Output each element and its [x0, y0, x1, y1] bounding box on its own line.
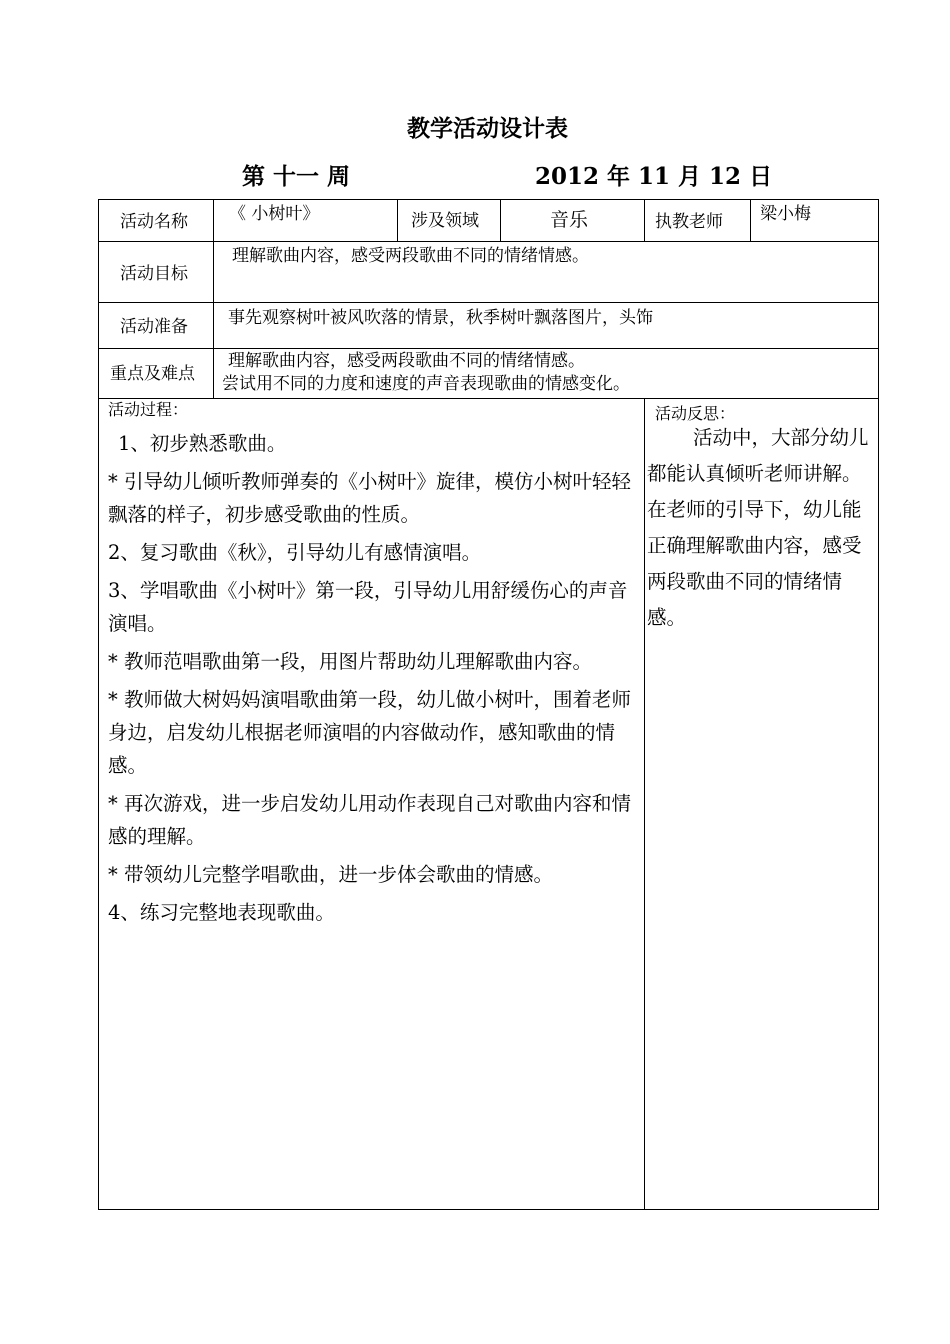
- process-step: * 引导幼儿倾听教师弹奏的《小树叶》旋律，模仿小树叶轻轻飘落的样子，初步感受歌曲的性质。: [108, 470, 631, 526]
- process-step: 1、初步熟悉歌曲。: [118, 432, 287, 455]
- process-step: 3、学唱歌曲《小树叶》第一段，引导幼儿用舒缓伤心的声音演唱。: [108, 579, 628, 635]
- process-list: [108, 427, 640, 934]
- process-step: * 再次游戏，进一步启发幼儿用动作表现自己对歌曲内容和情感的理解。: [108, 792, 631, 848]
- page-title: 教学活动设计表: [407, 115, 568, 142]
- process-label: 活动过程：: [108, 400, 189, 419]
- week-label: 第 十一 周: [242, 163, 351, 190]
- activity-name-label: 活动名称: [120, 212, 188, 232]
- process-step: * 教师做大树妈妈演唱歌曲第一段，幼儿做小树叶，围着老师身边，启发幼儿根据老师演唱的内容做动作，感知歌曲的情感。: [108, 688, 631, 777]
- row-divider: [98, 348, 879, 349]
- row-divider: [98, 241, 879, 242]
- lesson-plan-table: [98, 199, 879, 1210]
- process-step: 4、练习完整地表现歌曲。: [108, 901, 335, 924]
- goal-text: 理解歌曲内容，感受两段歌曲不同的情绪情感。: [232, 246, 589, 266]
- teacher-label: 执教老师: [655, 212, 723, 232]
- process-step: * 教师范唱歌曲第一段，用图片帮助幼儿理解歌曲内容。: [108, 650, 592, 673]
- date-label: 2012 年 11 月 12 日: [535, 163, 773, 190]
- row-divider: [98, 398, 879, 399]
- prep-text: 事先观察树叶被风吹落的情景，秋季树叶飘落图片，头饰: [228, 308, 653, 328]
- column-divider: [644, 398, 645, 1210]
- teacher-value: 梁小梅: [760, 204, 811, 224]
- goal-label: 活动目标: [120, 264, 188, 284]
- column-divider: [750, 199, 751, 241]
- prep-label: 活动准备: [120, 317, 188, 337]
- key-points-line1: 理解歌曲内容，感受两段歌曲不同的情绪情感。: [228, 351, 585, 371]
- process-step: * 带领幼儿完整学唱歌曲，进一步体会歌曲的情感。: [108, 863, 553, 886]
- key-points-label: 重点及难点: [110, 364, 195, 384]
- column-divider: [397, 199, 398, 241]
- reflection-text: 活动中，大部分幼儿都能认真倾听老师讲解。在老师的引导下，幼儿能正确理解歌曲内容，感受两段歌曲不同的情绪情感。: [647, 426, 869, 629]
- key-points-line2: 尝试用不同的力度和速度的声音表现歌曲的情感变化。: [222, 374, 630, 394]
- domain-value: 音乐: [550, 209, 589, 231]
- row-divider: [98, 302, 879, 303]
- reflection-label: 活动反思：: [655, 404, 736, 423]
- column-divider: [644, 199, 645, 241]
- column-divider: [213, 199, 214, 398]
- domain-label: 涉及领域: [411, 211, 479, 231]
- activity-name-value: 《 小树叶》: [229, 204, 320, 224]
- process-step: 2、复习歌曲《秋》，引导幼儿有感情演唱。: [108, 541, 482, 564]
- column-divider: [500, 199, 501, 241]
